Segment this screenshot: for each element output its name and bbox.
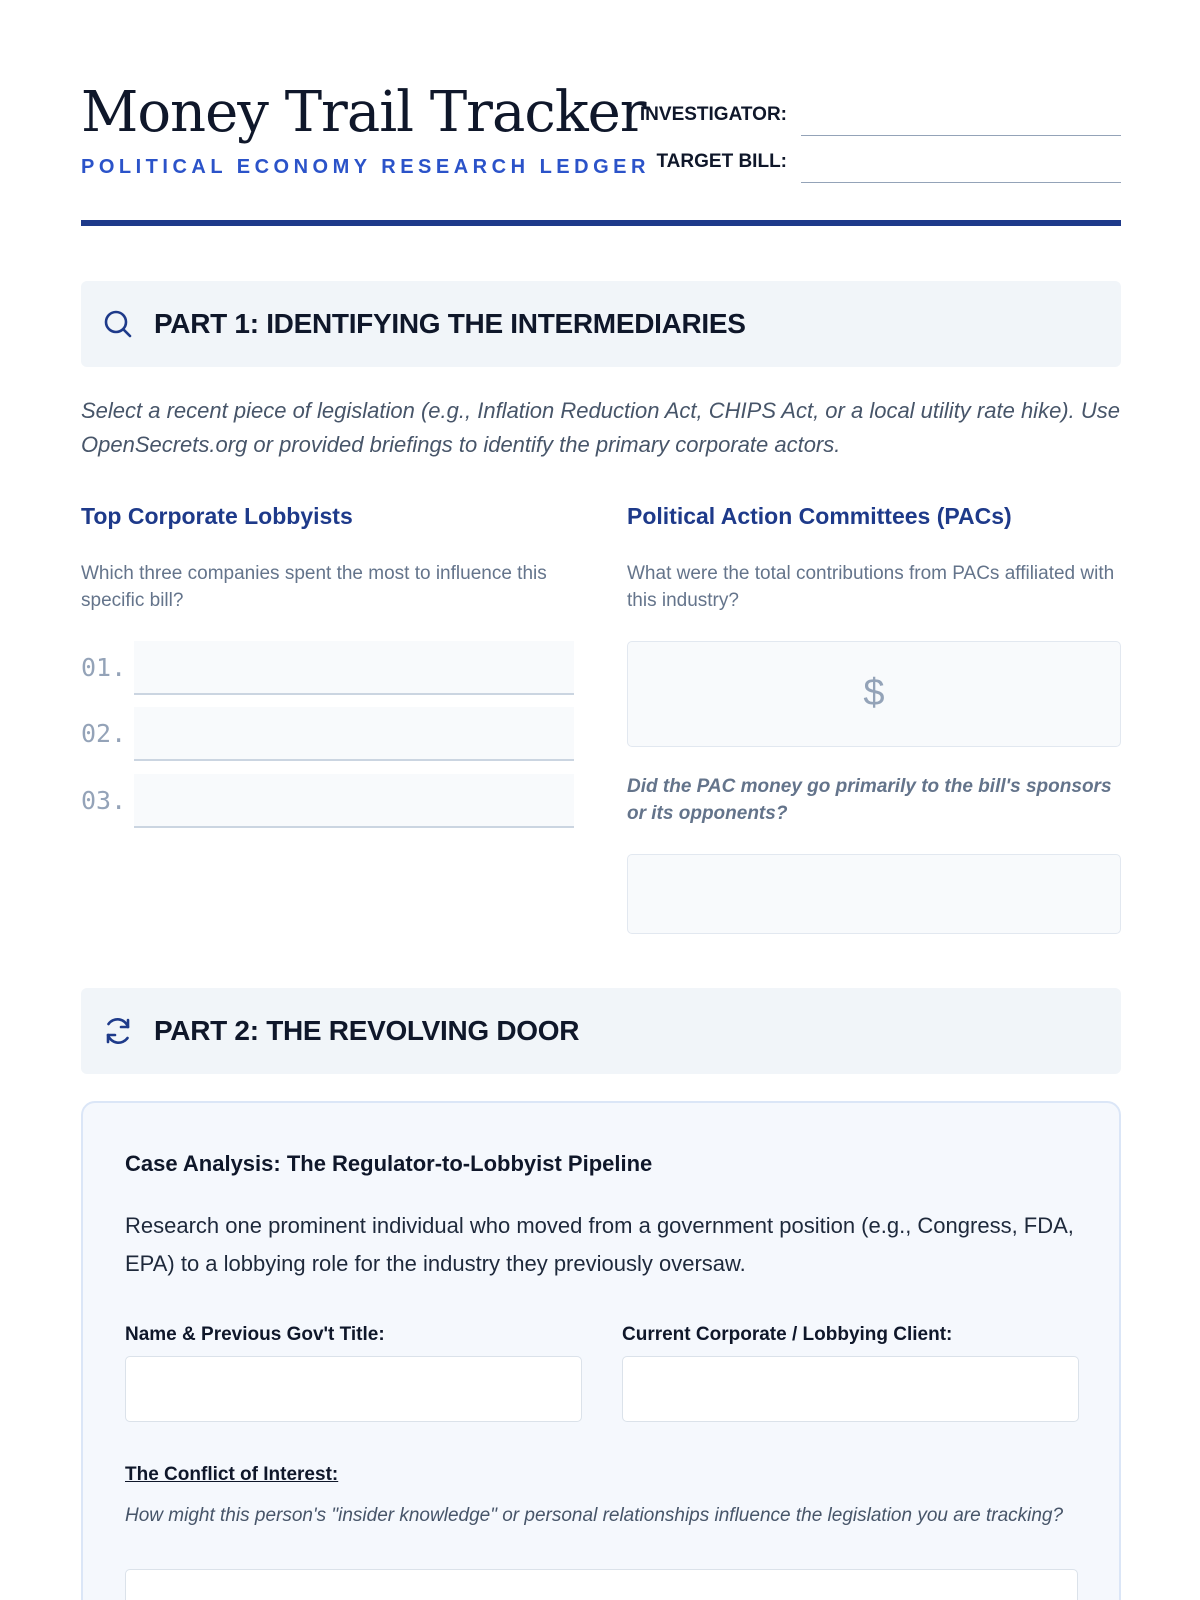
lobbyist-input-2[interactable] — [134, 707, 574, 761]
part1-intro: Select a recent piece of legislation (e.g., Inflation Reduction Act, CHIPS Act, or a local utility rate hike). Use OpenSecrets.org or provided briefings to identify the primary corporate actors. — [81, 398, 1120, 457]
investigator-input[interactable] — [801, 106, 1121, 136]
target-bill-input[interactable] — [801, 153, 1121, 183]
header-divider — [81, 220, 1121, 226]
pac-answer-input[interactable] — [627, 854, 1121, 934]
name-title-input[interactable] — [125, 1356, 582, 1422]
part2-title: PART 2: THE REVOLVING DOOR — [154, 1015, 580, 1046]
conflict-question: How might this person's "insider knowledge" or personal relationships influence the legislation you are tracking? — [125, 1505, 1064, 1526]
target-bill-label: TARGET BILL: — [656, 151, 787, 172]
worksheet-page — [81, 0, 1121, 1600]
conflict-answer-input[interactable] — [125, 1569, 1078, 1600]
lobbyists-title: Top Corporate Lobbyists — [81, 503, 353, 529]
lobbyist-row — [81, 641, 574, 695]
investigator-label: INVESTIGATOR: — [639, 104, 787, 125]
pacs-title: Political Action Committees (PACs) — [627, 503, 1012, 529]
client-label: Current Corporate / Lobbying Client: — [622, 1324, 953, 1345]
lobbyist-input-1[interactable] — [134, 641, 574, 695]
pac-total-input[interactable] — [627, 641, 1121, 747]
part1-title: PART 1: IDENTIFYING THE INTERMEDIARIES — [154, 308, 746, 339]
target-bill-row — [631, 145, 1121, 185]
page-title: Money Trail Tracker — [81, 80, 646, 145]
refresh-icon — [101, 1014, 135, 1048]
page-subtitle: POLITICAL ECONOMY RESEARCH LEDGER — [81, 156, 650, 178]
case-title: Case Analysis: The Regulator-to-Lobbyist Pipeline — [125, 1151, 653, 1176]
lobbyist-row — [81, 774, 574, 828]
dollar-sign: $ — [863, 672, 885, 714]
search-icon — [101, 307, 135, 341]
pacs-description: What were the total contributions from PACs affiliated with this industry? — [627, 563, 1115, 611]
lobbyists-description: Which three companies spent the most to influence this specific bill? — [81, 563, 547, 611]
lobbyist-row — [81, 707, 574, 761]
name-title-label: Name & Previous Gov't Title: — [125, 1324, 385, 1345]
lobbyist-number: 01. — [81, 653, 127, 682]
lobbyist-number: 03. — [81, 786, 127, 815]
pac-question: Did the PAC money go primarily to the bill's sponsors or its opponents? — [627, 776, 1112, 824]
part2-banner — [81, 988, 1121, 1074]
part1-banner — [81, 281, 1121, 367]
lobbyist-number: 02. — [81, 719, 127, 748]
client-input[interactable] — [622, 1356, 1079, 1422]
case-text: Research one prominent individual who moved from a government position (e.g., Congress, FDA, EPA) to a lobbying role for the industry they previously oversaw. — [125, 1213, 1074, 1276]
investigator-row — [631, 98, 1121, 138]
lobbyist-input-3[interactable] — [134, 774, 574, 828]
case-analysis-card — [81, 1101, 1121, 1600]
conflict-title: The Conflict of Interest: — [125, 1464, 339, 1485]
